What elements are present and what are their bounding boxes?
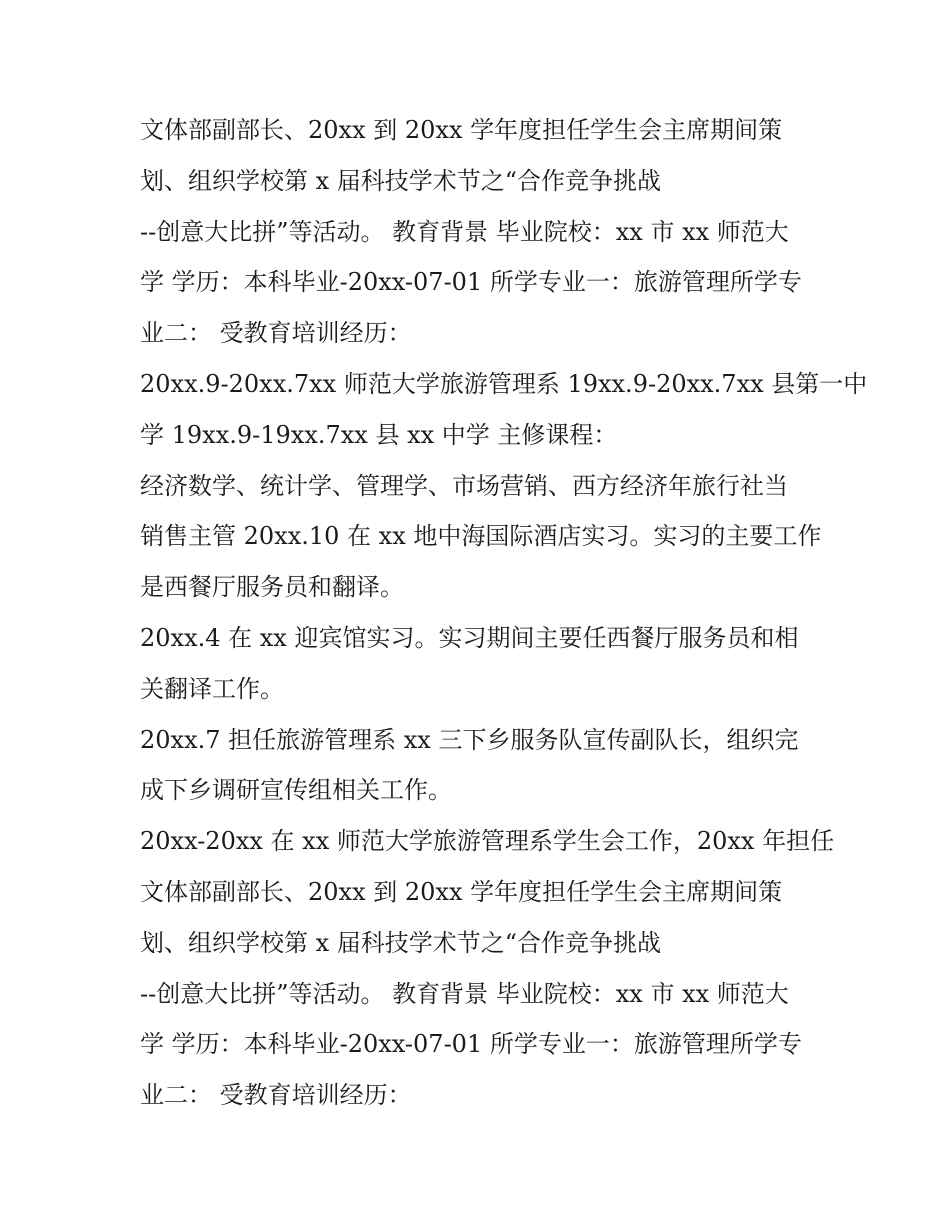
text-line: 业二： 受教育培训经历：	[140, 1081, 412, 1110]
text-line: 20xx.9-20xx.7xx 师范大学旅游管理系 19xx.9-20xx.7xx 县第一中	[140, 369, 868, 398]
text-line: 成下乡调研宣传组相关工作。	[140, 776, 452, 805]
text-line: 学 19xx.9-19xx.7xx 县 xx 中学 主修课程：	[140, 420, 618, 449]
text-line: 20xx.4 在 xx 迎宾馆实习。实习期间主要任西餐厅服务员和相	[140, 623, 799, 652]
document-body	[140, 105, 868, 1121]
text-line: 关翻译工作。	[140, 674, 284, 703]
text-line: 学 学历：本科毕业-20xx-07-01 所学专业一：旅游管理所学专	[140, 268, 802, 297]
text-line: 经济数学、统计学、管理学、市场营销、西方经济年旅行社当	[140, 471, 788, 500]
text-line: 业二： 受教育培训经历：	[140, 319, 412, 348]
text-line: 学 学历：本科毕业-20xx-07-01 所学专业一：旅游管理所学专	[140, 1030, 802, 1059]
text-line: 划、组织学校第 x 届科技学术节之“合作竞争挑战	[140, 928, 662, 957]
text-line: 20xx-20xx 在 xx 师范大学旅游管理系学生会工作，20xx 年担任	[140, 827, 835, 856]
text-line: 划、组织学校第 x 届科技学术节之“合作竞争挑战	[140, 166, 662, 195]
text-line: --创意大比拼”等活动。 教育背景 毕业院校：xx 市 xx 师范大	[140, 979, 789, 1008]
text-line: 销售主管 20xx.10 在 xx 地中海国际酒店实习。实习的主要工作	[140, 522, 822, 551]
text-line: 是西餐厅服务员和翻译。	[140, 573, 404, 602]
text-line: 文体部副部长、20xx 到 20xx 学年度担任学生会主席期间策	[140, 877, 783, 906]
text-line: 20xx.7 担任旅游管理系 xx 三下乡服务队宣传副队长，组织完	[140, 725, 799, 754]
text-line: --创意大比拼”等活动。 教育背景 毕业院校：xx 市 xx 师范大	[140, 217, 789, 246]
text-line: 文体部副部长、20xx 到 20xx 学年度担任学生会主席期间策	[140, 116, 783, 144]
